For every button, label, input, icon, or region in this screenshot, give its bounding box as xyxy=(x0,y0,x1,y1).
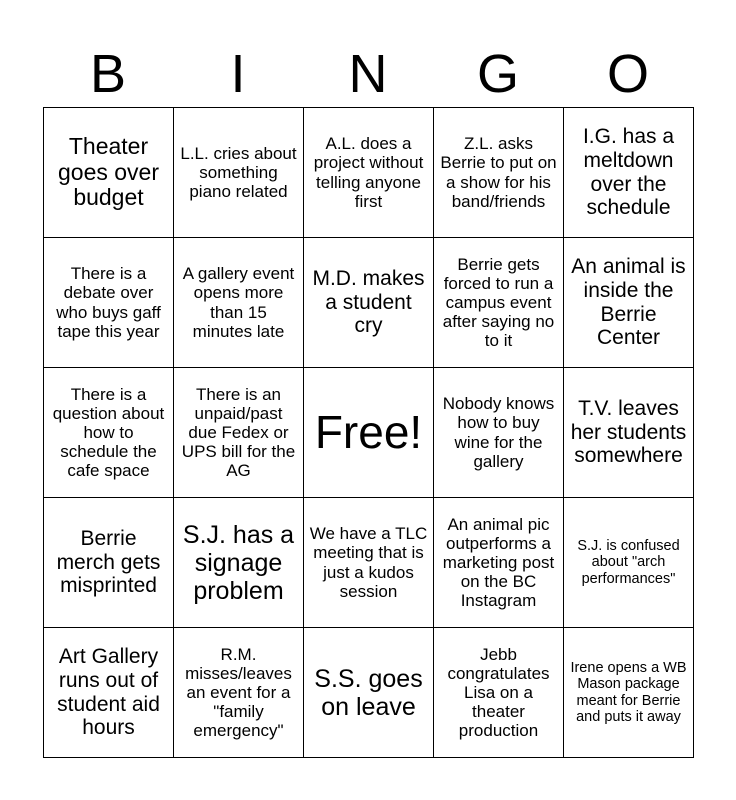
bingo-cell[interactable]: An animal is inside the Berrie Center xyxy=(564,238,694,368)
bingo-cell[interactable]: An animal pic outperforms a marketing post on the BC Instagram xyxy=(434,498,564,628)
bingo-cell[interactable]: Jebb congratulates Lisa on a theater production xyxy=(434,628,564,758)
bingo-cell[interactable]: L.L. cries about something piano related xyxy=(174,108,304,238)
bingo-cell[interactable]: S.J. has a signage problem xyxy=(174,498,304,628)
bingo-cell[interactable]: S.J. is confused about "arch performances" xyxy=(564,498,694,628)
bingo-cell[interactable]: A gallery event opens more than 15 minutes late xyxy=(174,238,304,368)
header-letter-i: I xyxy=(230,44,246,104)
header-letter-g: G xyxy=(476,44,519,104)
bingo-cell[interactable]: Berrie merch gets misprinted xyxy=(44,498,174,628)
bingo-cell[interactable]: A.L. does a project without telling anyone first xyxy=(304,108,434,238)
board-row xyxy=(44,628,694,758)
bingo-cell[interactable]: Irene opens a WB Mason package meant for Berrie and puts it away xyxy=(564,628,694,758)
bingo-cell[interactable]: Nobody knows how to buy wine for the gallery xyxy=(434,368,564,498)
board-row xyxy=(44,238,694,368)
bingo-cell[interactable]: There is a debate over who buys gaff tape this year xyxy=(44,238,174,368)
bingo-cell[interactable]: There is an unpaid/past due Fedex or UPS bill for the AG xyxy=(174,368,304,498)
board-row xyxy=(44,108,694,238)
bingo-cell[interactable]: Theater goes over budget xyxy=(44,108,174,238)
header-letter-o: O xyxy=(606,44,649,104)
free-space[interactable]: Free! xyxy=(304,368,434,498)
bingo-cell[interactable]: R.M. misses/leaves an event for a "family emergency" xyxy=(174,628,304,758)
bingo-cell[interactable]: Berrie gets forced to run a campus event after saying no to it xyxy=(434,238,564,368)
bingo-header xyxy=(43,40,693,108)
board-row xyxy=(44,498,694,628)
header-letter-n: N xyxy=(348,44,388,104)
bingo-cell[interactable]: I.G. has a meltdown over the schedule xyxy=(564,108,694,238)
header-letter-b: B xyxy=(89,44,127,104)
bingo-cell[interactable]: We have a TLC meeting that is just a kudos session xyxy=(304,498,434,628)
board-row xyxy=(44,368,694,498)
bingo-cell[interactable]: T.V. leaves her students somewhere xyxy=(564,368,694,498)
bingo-cell[interactable]: S.S. goes on leave xyxy=(304,628,434,758)
bingo-cell[interactable]: M.D. makes a student cry xyxy=(304,238,434,368)
bingo-board xyxy=(43,107,694,758)
bingo-cell[interactable]: Art Gallery runs out of student aid hours xyxy=(44,628,174,758)
bingo-cell[interactable]: Z.L. asks Berrie to put on a show for his band/friends xyxy=(434,108,564,238)
bingo-cell[interactable]: There is a question about how to schedule the cafe space xyxy=(44,368,174,498)
